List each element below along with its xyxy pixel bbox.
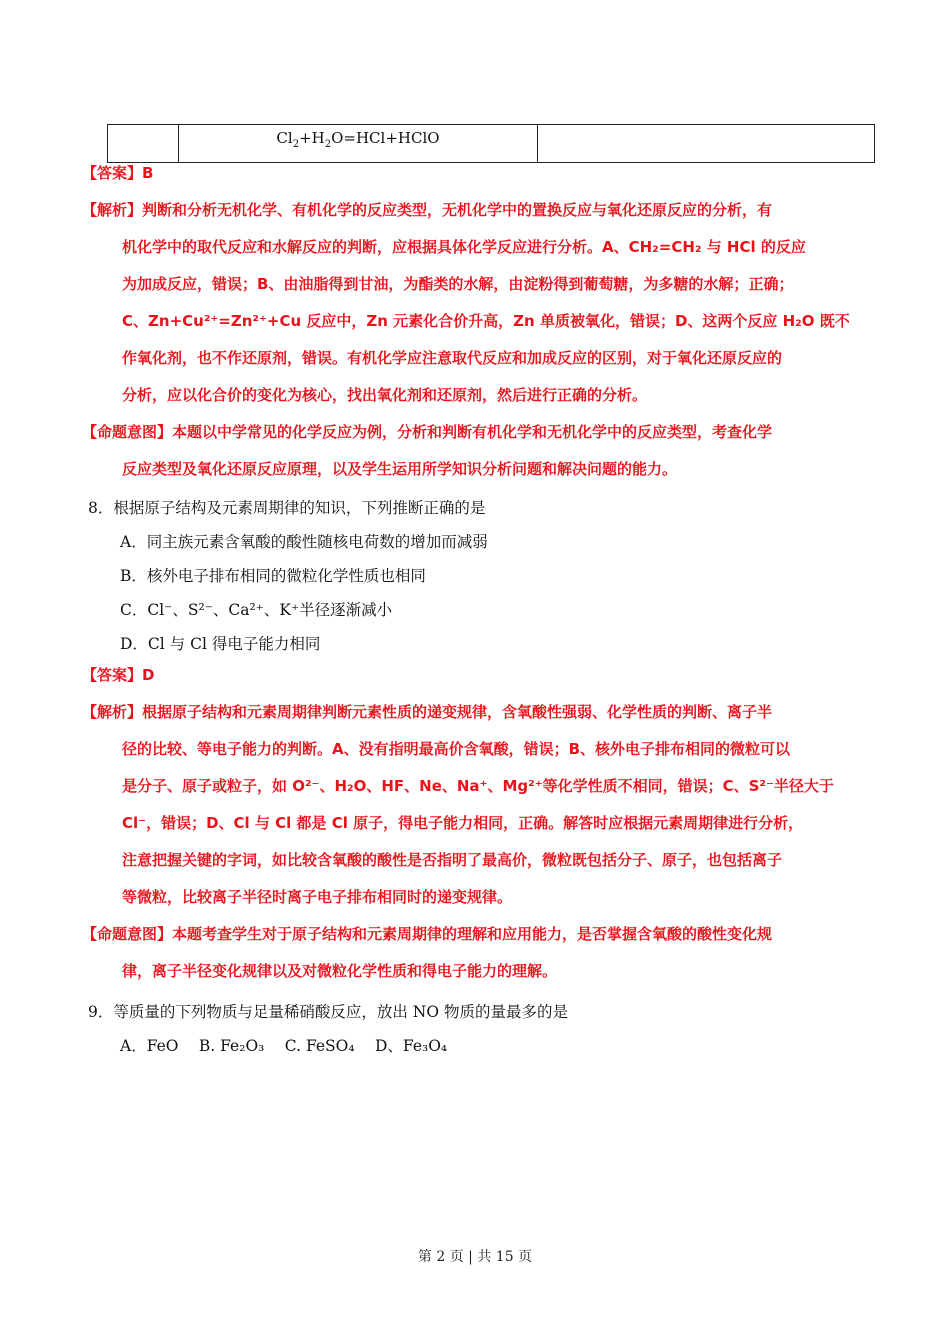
analysis-line: Cl⁻，错误；D、Cl 与 Cl 都是 Cl 原子，得电子能力相同，正确。解答时应根据元素周期律进行分析， [122,814,804,832]
table-cell-empty [538,125,875,163]
intent-line: 【命题意图】本题以中学常见的化学反应为例，分析和判断有机化学和无机化学中的反应类型，考查化学 [82,423,773,441]
analysis-line: C、Zn+Cu²⁺=Zn²⁺+Cu 反应中，Zn 元素化合价升高，Zn 单质被氧化，错误；D、这两个反应 H₂O 既不 [122,312,850,330]
analysis-line: 径的比较、等电子能力的判断。A、没有指明最高价含氧酸，错误；B、核外电子排布相同的微粒可以 [122,740,791,758]
analysis-line: 是分子、原子或粒子，如 O²⁻、H₂O、HF、Ne、Na⁺、Mg²⁺等化学性质不相同，错误；C、S²⁻半径大于 [122,777,834,795]
intent-line: 【命题意图】本题考查学生对于原子结构和元素周期律的理解和应用能力，是否掌握含氧酸的酸性变化规 [82,925,773,943]
analysis-line: 注意把握关键的字词，如比较含氧酸的酸性是否指明了最高价，微粒既包括分子、原子，也包括离子 [122,851,783,869]
option-b: B．核外电子排布相同的微粒化学性质也相同 [120,567,426,585]
analysis-line: 【解析】根据原子结构和元素周期律判断元素性质的递变规律，含氧酸性强弱、化学性质的判断、离子半 [82,703,773,721]
intent-line: 反应类型及氧化还原反应原理，以及学生运用所学知识分析问题和解决问题的能力。 [122,460,678,478]
analysis-line: 【解析】判断和分析无机化学、有机化学的反应类型，无机化学中的置换反应与氧化还原反应的分析，有 [82,201,773,219]
answer-label-q7: 【答案】B [82,164,154,182]
intent-line: 律，离子半径变化规律以及对微粒化学性质和得电子能力的理解。 [122,962,558,980]
option-d: D．Cl 与 Cl 得电子能力相同 [120,635,321,653]
analysis-line: 为加成反应，错误；B、由油脂得到甘油，为酯类的水解，由淀粉得到葡萄糖，为多糖的水解；正确； [122,275,794,293]
question-8: 8．根据原子结构及元素周期律的知识，下列推断正确的是 [88,499,486,517]
table-cell-empty [108,125,179,163]
question-9: 9．等质量的下列物质与足量稀硝酸反应，放出 NO 物质的量最多的是 [88,1003,568,1021]
table-row [108,125,875,163]
answer-label-q8: 【答案】D [82,666,155,684]
options-line: A．FeO B. Fe₂O₃ C. FeSO₄ D、Fe₃O₄ [120,1037,448,1055]
analysis-line: 机化学中的取代反应和水解反应的判断，应根据具体化学反应进行分析。A、CH₂=CH₂ 与 HCl 的反应 [122,238,806,256]
option-c: C．Cl⁻、S²⁻、Ca²⁺、K⁺半径逐渐减小 [120,601,393,619]
analysis-line: 作氧化剂，也不作还原剂，错误。有机化学应注意取代反应和加成反应的区别，对于氧化还原反应的 [122,349,783,367]
page-footer: 第 2 页 | 共 15 页 [417,1249,533,1265]
equation-table [107,124,875,163]
option-a: A．同主族元素含氧酸的酸性随核电荷数的增加而减弱 [120,533,488,551]
analysis-line: 等微粒，比较离子半径时离子电子排布相同时的递变规律。 [122,888,513,906]
table-cell-equation: $Cl_2+H_2O=HCl+HClO$ [179,125,538,163]
analysis-line: 分析，应以化合价的变化为核心，找出氧化剂和还原剂，然后进行正确的分析。 [122,386,648,404]
